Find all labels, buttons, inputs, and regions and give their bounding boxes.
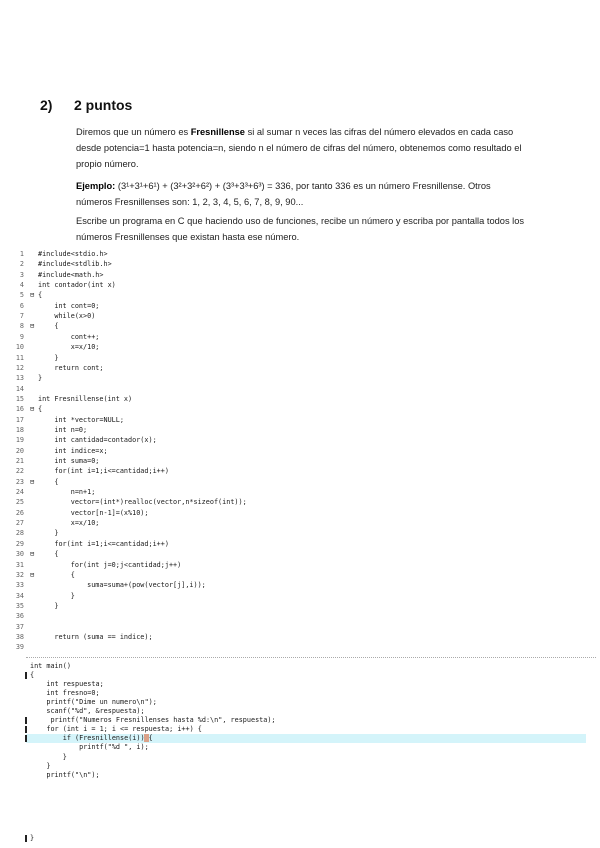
code-text: printf("\n"); — [30, 770, 100, 779]
question-points: 2 puntos — [74, 97, 133, 113]
line-number: 17 — [15, 415, 24, 424]
code-text: scanf("%d", &respuesta); — [30, 707, 145, 716]
code-line — [26, 698, 586, 707]
code-text: int n=0; — [38, 425, 88, 434]
line-number: 7 — [19, 312, 24, 321]
line-number: 13 — [15, 374, 24, 383]
line-number: 30 — [15, 550, 24, 559]
code-text: int indice=x; — [38, 446, 108, 455]
code-text: x=x/10; — [38, 519, 100, 528]
example-paragraph — [76, 178, 526, 210]
code-text: { — [38, 291, 43, 300]
code-text: #include<math.h> — [38, 270, 104, 279]
question-number: 2) — [40, 97, 53, 113]
line-number: 15 — [15, 394, 24, 403]
line-number: 22 — [15, 467, 24, 476]
code-text: for(int i=1;i<=cantidad;i++) — [38, 467, 169, 476]
code-text: int Fresnillense(int x) — [38, 394, 133, 403]
code-text: { — [38, 322, 59, 331]
code-text: int suma=0; — [38, 457, 100, 465]
code-text: int respuesta; — [30, 680, 104, 689]
code-text: printf("%d ", i); — [30, 743, 149, 752]
code-line — [26, 689, 586, 698]
code-text: printf("Dime un numero\n"); — [30, 698, 157, 707]
line-number: 12 — [15, 363, 24, 372]
line-number: 32 — [15, 570, 24, 579]
code-line — [26, 816, 586, 825]
line-number: 26 — [15, 508, 24, 517]
highlighted-code-line — [26, 734, 586, 743]
code-line — [26, 707, 586, 716]
line-number: 37 — [15, 622, 24, 631]
code-line — [26, 662, 586, 671]
code-text: int *vector=NULL; — [38, 415, 124, 424]
line-number: 8 — [19, 322, 24, 331]
line-number: 38 — [15, 632, 24, 641]
line-number: 6 — [19, 301, 24, 310]
code-text: } — [30, 761, 51, 770]
code-text: { — [38, 405, 43, 414]
code-text: for (int i = 1; i <= respuesta; i++) { — [30, 725, 202, 734]
code-text: vector[n-1]=(x%10); — [38, 508, 149, 517]
change-marker — [25, 717, 27, 724]
line-number: 28 — [15, 529, 24, 538]
code-text: n=n+1; — [38, 488, 96, 497]
code-line — [26, 743, 586, 752]
line-number: 10 — [15, 343, 24, 352]
question-heading — [40, 97, 132, 113]
line-number: 21 — [15, 457, 24, 465]
code-text: return (suma == indice); — [38, 632, 153, 641]
code-line — [26, 716, 586, 725]
code-text: } — [30, 752, 67, 761]
code-text: int fresno=0; — [30, 689, 100, 698]
line-number: 5 — [19, 291, 24, 300]
line-number: 33 — [15, 581, 24, 590]
code-text: return cont; — [38, 363, 104, 372]
line-number: 18 — [15, 425, 24, 434]
change-marker — [25, 672, 27, 679]
code-text: #include<stdlib.h> — [38, 260, 112, 269]
code-line — [26, 780, 586, 789]
line-number: 2 — [19, 260, 24, 269]
code-line — [26, 725, 586, 734]
change-marker — [25, 835, 27, 842]
line-number: 35 — [15, 601, 24, 610]
code-text: } — [30, 833, 35, 842]
definition-text-end: si al sumar n veces las cifras del número elevados en cada caso desde potencia=1 hasta potencia=n, siendo n el número de cifras del número, obtenemos como resultado el propio número. — [76, 127, 522, 169]
code-text: printf("Numeros Fresnillenses hasta %d:\n", respuesta); — [30, 716, 276, 725]
line-number: 24 — [15, 488, 24, 497]
example-label: Ejemplo: — [76, 181, 116, 191]
line-number: 16 — [15, 405, 24, 414]
change-marker — [25, 726, 27, 733]
code-text: x=x/10; — [38, 343, 100, 352]
line-number: 39 — [15, 643, 24, 652]
line-number: 3 — [19, 270, 24, 279]
code-text: #include<stdio.h> — [38, 250, 108, 258]
line-number: 27 — [15, 519, 24, 528]
code-listing — [10, 250, 600, 655]
code-line — [26, 798, 586, 807]
code-text: suma=suma+(pow(vector[j],i)); — [38, 581, 206, 590]
code-text: { — [38, 477, 59, 486]
fold-toggle-icon[interactable]: ⊟ — [30, 477, 35, 486]
code-line — [26, 834, 586, 843]
code-text: int main() — [30, 662, 71, 670]
code-text: } — [38, 601, 59, 610]
fold-toggle-icon[interactable]: ⊟ — [30, 550, 35, 559]
definition-text-start: Diremos que un número es — [76, 127, 191, 137]
line-number: 36 — [15, 612, 24, 621]
fold-toggle-icon[interactable]: ⊟ — [30, 405, 35, 414]
line-number: 34 — [15, 591, 24, 600]
line-number: 9 — [19, 332, 24, 341]
code-text: { — [38, 550, 59, 559]
code-text: for(int j=0;j<cantidad;j++) — [38, 560, 182, 569]
line-number: 4 — [19, 281, 24, 290]
code-text: } — [38, 529, 59, 538]
code-text: while(x>0) — [38, 312, 96, 321]
code-text: int contador(int x) — [38, 281, 116, 290]
line-number: 19 — [15, 436, 24, 445]
code-text: int cantidad=contador(x); — [38, 436, 157, 445]
code-text: for(int i=1;i<=cantidad;i++) — [38, 539, 169, 548]
code-text: } — [38, 353, 59, 362]
example-text: (3¹+3¹+6¹) + (3²+3²+6²) + (3³+3³+6³) = 336, por tanto 336 es un número Fresnillense. Otros números Fresnillenses son: 1, 2, 3, 4, 5, 6, 7, 8, 9, 90... — [76, 181, 491, 207]
code-text: { — [30, 671, 35, 680]
code-line — [26, 753, 586, 762]
definition-paragraph — [76, 124, 526, 172]
line-number: 11 — [15, 353, 24, 362]
line-number: 20 — [15, 446, 24, 455]
code-text: int cont=0; — [38, 301, 100, 310]
task-paragraph: Escribe un programa en C que haciendo uso de funciones, recibe un número y escriba por pantalla todos los números Fresnillenses que existan hasta ese número. — [76, 216, 525, 242]
code-text: } — [38, 591, 75, 600]
change-marker — [25, 735, 27, 742]
fold-toggle-icon[interactable]: ⊟ — [30, 291, 35, 300]
code-text: if (Fresnillense(i)) { — [30, 734, 153, 743]
line-number: 25 — [15, 498, 24, 507]
line-number: 23 — [15, 477, 24, 486]
code-text: cont++; — [38, 332, 100, 341]
code-line — [26, 789, 586, 798]
code-text: vector=(int*)realloc(vector,n*sizeof(int)); — [38, 498, 247, 507]
code-text: } — [38, 374, 43, 383]
code-line — [26, 771, 586, 780]
code-line — [26, 825, 586, 834]
line-number: 31 — [15, 560, 24, 569]
fold-toggle-icon[interactable]: ⊟ — [30, 322, 35, 331]
line-number: 29 — [15, 539, 24, 548]
term-fresnillense: Fresnillense — [190, 127, 245, 137]
code-line — [26, 680, 586, 689]
main-function-listing — [26, 657, 596, 844]
line-number: 1 — [19, 250, 24, 258]
code-text: { — [38, 570, 75, 579]
fold-toggle-icon[interactable]: ⊟ — [30, 570, 35, 579]
code-line — [26, 671, 586, 680]
text-cursor — [144, 734, 149, 742]
code-line — [26, 807, 586, 816]
code-line — [26, 762, 586, 771]
line-number: 14 — [15, 384, 24, 393]
